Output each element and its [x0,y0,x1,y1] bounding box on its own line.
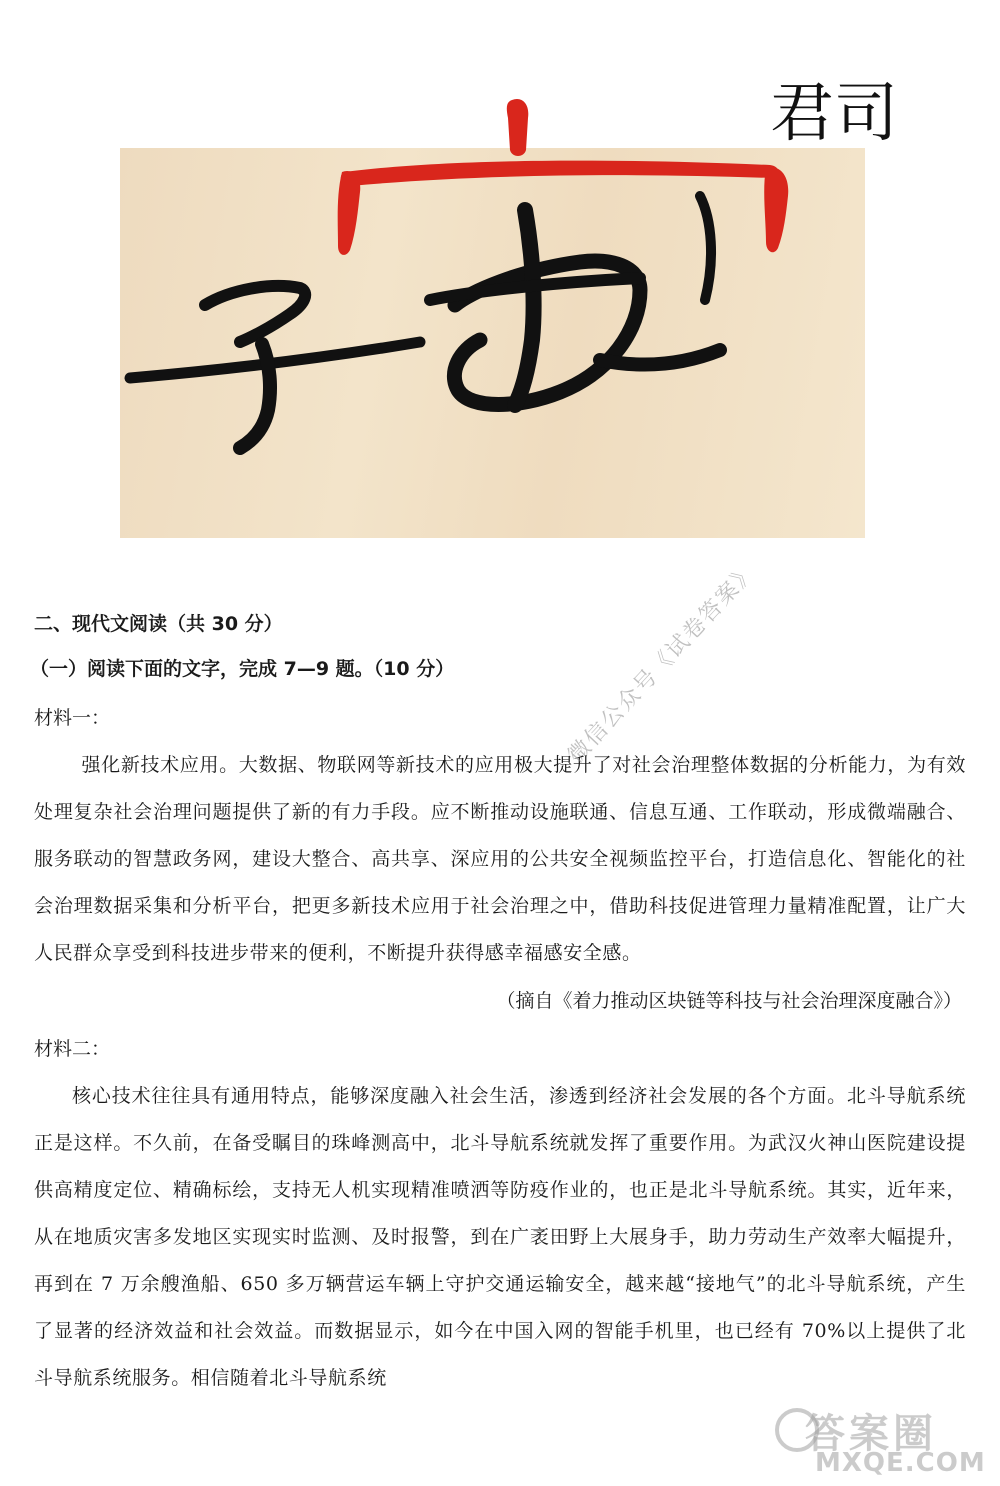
material-two-paragraph: 核心技术往往具有通用特点，能够深度融入社会生活，渗透到经济社会发展的各个方面。北斗导航系统正是这样。不久前，在备受瞩目的珠峰测高中，北斗导航系统就发挥了重要作用。为武汉火神山医院建设提供高精度定位、精确标绘，支持无人机实现精准喷洒等防疫作业的，也正是北斗导航系统。其实，近年来，从在地质灾害多发地区实现实时监测、及时报警，到在广袤田野上大展身手，助力劳动生产效率大幅提升，再到在 7 万余艘渔船、650 多万辆营运车辆上守护交通运输安全，越来越“接地气”的北斗导航系统，产生了显著的经济效益和社会效益。而数据显示，如今在中国入网的智能手机里，也已经有 70%以上提供了北斗导航系统服务。相信随着北斗导航系统 [34,1085,966,1389]
right-hook [700,196,711,300]
section-heading: 二、现代文阅读（共 30 分） [34,613,283,635]
signature-mark: 君司 [770,77,898,151]
calligraphy-artwork [0,0,1000,560]
material-one-paragraph: 强化新技术应用。大数据、物联网等新技术的应用极大提升了对社会治理整体数据的分析能力，为有效处理复杂社会治理问题提供了新的有力手段。应不断推动设施联通、信息互通、工作联动，形成微端融合、服务联动的智慧政务网，建设大整合、高共享、深应用的公共安全视频监控平台，打造信息化、智能化的社会治理数据采集和分析平台，把更多新技术应用于社会治理之中，借助科技促进管理力量精准配置，让广大人民群众享受到科技进步带来的便利，不断提升获得感幸福感安全感。 [34,754,966,964]
roof-dot-stroke [507,99,529,156]
logo-url-text: MXQE.COM [815,1448,986,1478]
logo-main-text: 答案圈 [805,1411,937,1457]
corner-watermark-logo [775,1400,990,1482]
roof-left-stroke [338,171,361,255]
black-ink-strokes [130,196,720,448]
section-subheading: （一）阅读下面的文字，完成 7—9 题。（10 分） [30,658,455,680]
left-vertical-hook [240,344,270,448]
material-one-label: 材料一： [34,707,111,729]
roof-top-stroke [341,161,779,186]
material-two-label: 材料二： [34,1038,111,1060]
red-roof-strokes [338,99,789,255]
reading-section [30,604,966,1402]
left-hook-top [205,286,305,342]
roof-right-stroke [764,167,788,252]
calligraphy-strokes [0,0,1000,560]
center-vertical [515,210,534,405]
diagonal-watermark: 微信公众号《试卷答案》 [563,558,762,769]
material-one-source: （摘自《着力推动区块链等科技与社会治理深度融合》） [496,990,962,1012]
